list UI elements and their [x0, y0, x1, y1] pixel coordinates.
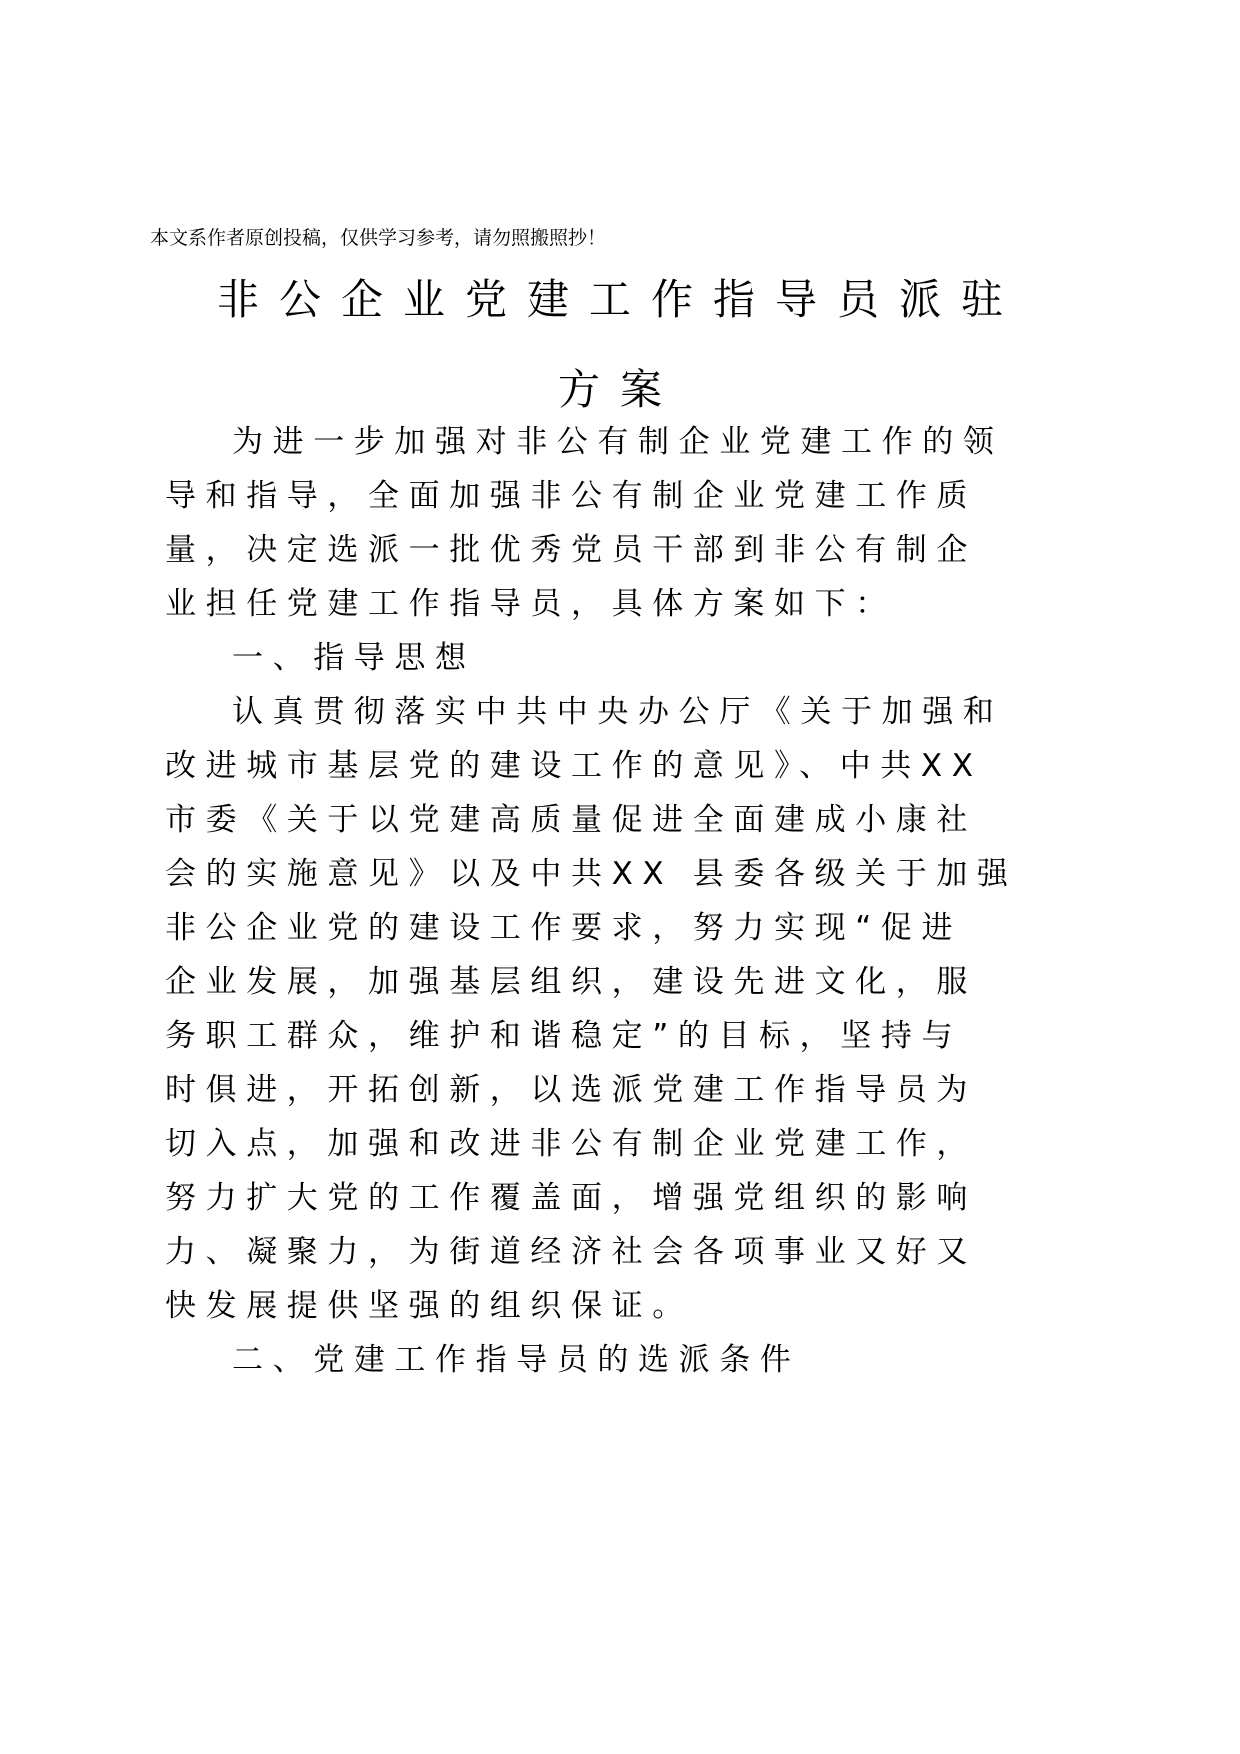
paragraph-guiding-line: 企业发展，加强基层组织，建设先进文化，服 — [165, 964, 977, 1000]
paragraph-intro-line: 业担任党建工作指导员，具体方案如下： — [165, 586, 896, 622]
paragraph-guiding-line: 快发展提供坚强的组织保证。 — [165, 1288, 693, 1324]
section-heading-2: 二、党建工作指导员的选派条件 — [232, 1342, 801, 1378]
paragraph-guiding-line: 改进城市基层党的建设工作的意见》、中共XX — [165, 748, 983, 784]
document-title-line-2: 方案 — [557, 365, 682, 414]
paragraph-guiding-line: 非公企业党的建设工作要求，努力实现“促进 — [165, 910, 963, 946]
section-heading-1: 一、指导思想 — [232, 640, 476, 676]
paragraph-guiding-line: 时俱进，开拓创新，以选派党建工作指导员为 — [165, 1072, 977, 1108]
copyright-notice: 本文系作者原创投稿，仅供学习参考，请勿照搬照抄！ — [150, 227, 607, 249]
paragraph-intro-line: 量，决定选派一批优秀党员干部到非公有制企 — [165, 532, 977, 568]
paragraph-intro-line: 为进一步加强对非公有制企业党建工作的领 — [232, 424, 1004, 460]
paragraph-intro-line: 导和指导，全面加强非公有制企业党建工作质 — [165, 478, 977, 514]
paragraph-guiding-line: 市委《关于以党建高质量促进全面建成小康社 — [165, 802, 977, 838]
paragraph-guiding-line: 认真贯彻落实中共中央办公厅《关于加强和 — [232, 694, 1004, 730]
paragraph-guiding-line: 务职工群众，维护和谐稳定”的目标，坚持与 — [165, 1018, 963, 1054]
paragraph-guiding-line: 切入点，加强和改进非公有制企业党建工作， — [165, 1126, 977, 1162]
paragraph-guiding-line: 会的实施意见》以及中共XX 县委各级关于加强 — [165, 856, 1018, 892]
paragraph-guiding-line: 努力扩大党的工作覆盖面，增强党组织的影响 — [165, 1180, 977, 1216]
paragraph-guiding-line: 力、凝聚力，为街道经济社会各项事业又好又 — [165, 1234, 977, 1270]
document-title-line-1: 非公企业党建工作指导员派驻 — [216, 275, 1023, 324]
